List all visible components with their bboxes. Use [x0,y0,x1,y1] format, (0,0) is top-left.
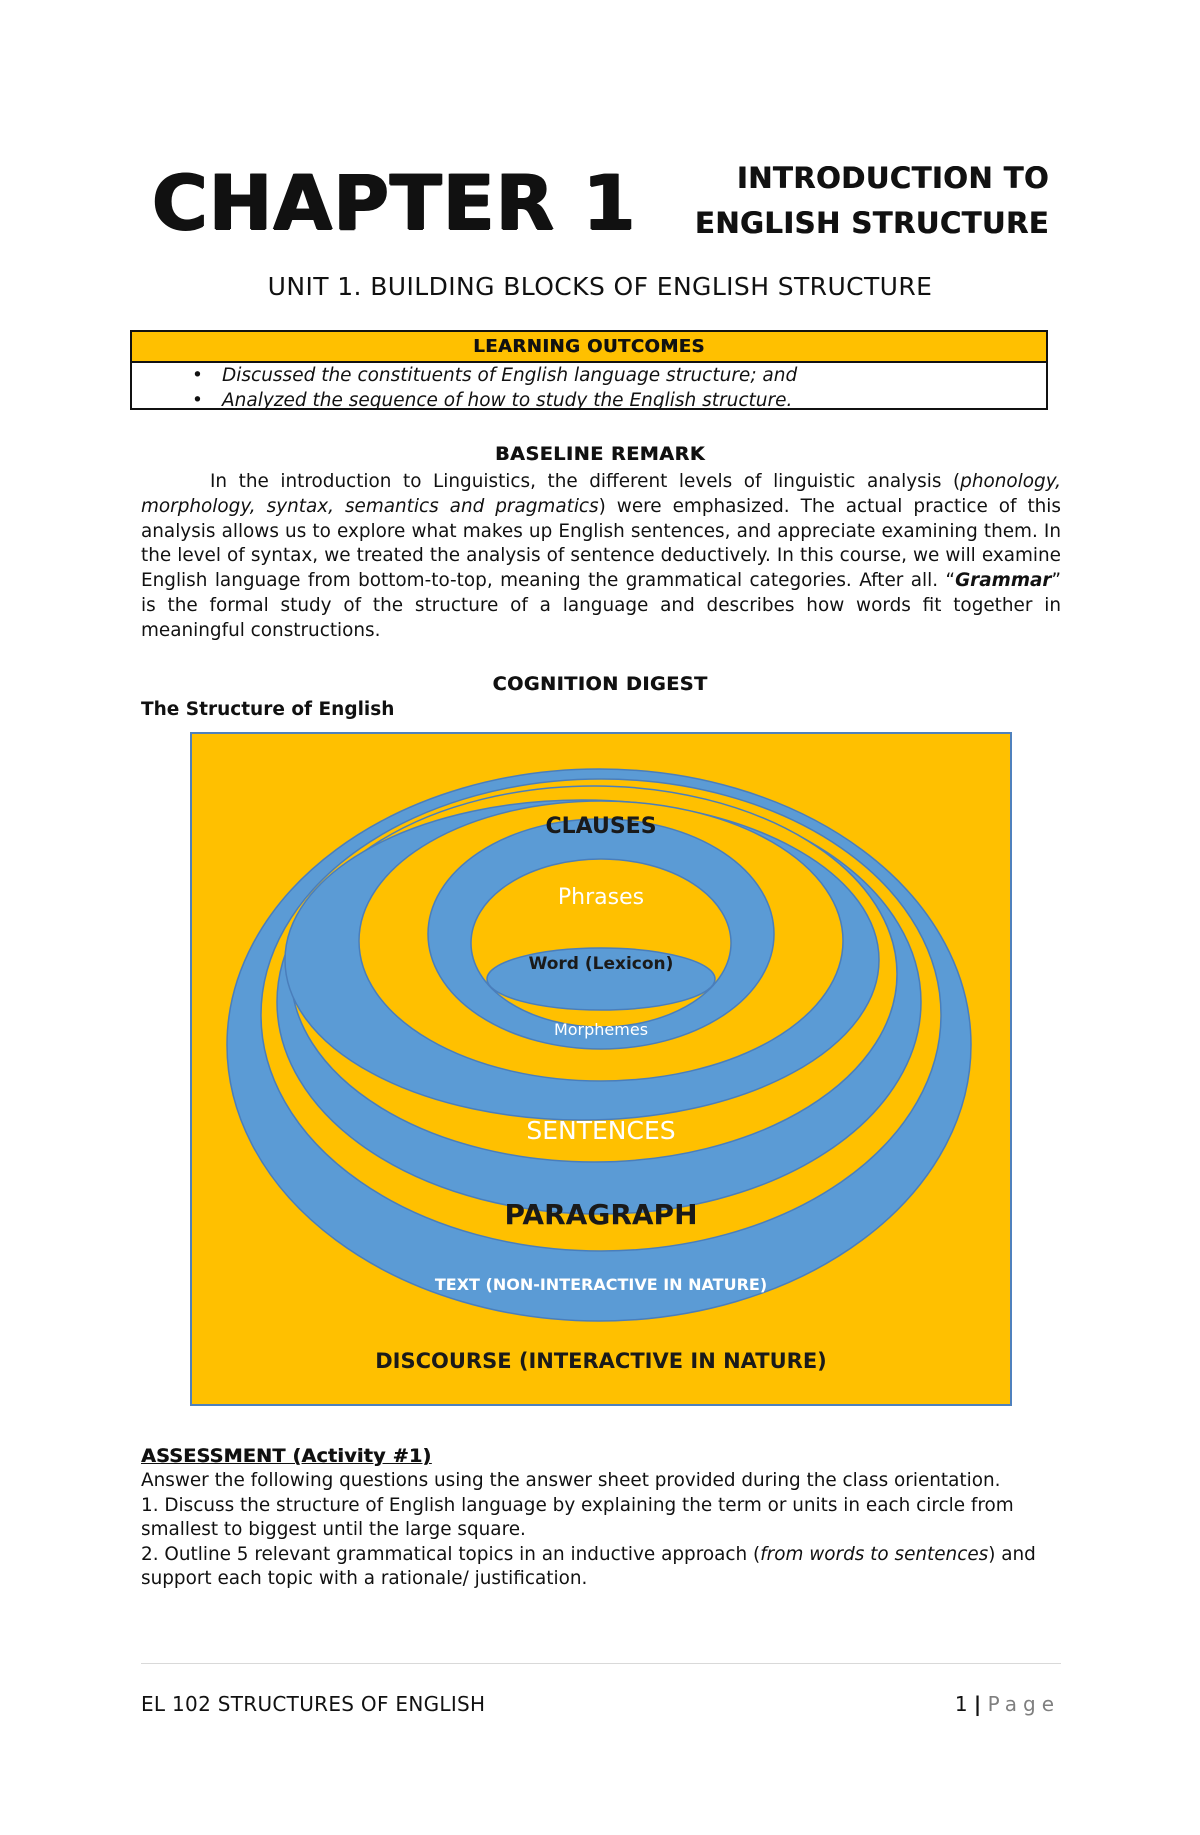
bullet-icon: • [192,365,203,386]
assessment-body [141,1469,1061,1592]
page-separator: | [973,1692,982,1716]
label-morphemes: Morphemes [553,1020,649,1039]
unit-title: UNIT 1. BUILDING BLOCKS OF ENGLISH STRUCTURE [267,272,933,301]
cognition-digest-title: COGNITION DIGEST [492,673,708,695]
learning-outcome-text: Analyzed the sequence of how to study the English structure. [222,390,793,411]
chapter-subtitle-line2: ENGLISH STRUCTURE [694,206,1049,240]
label-clauses: CLAUSES [545,814,657,839]
chapter-subtitle-line1: INTRODUCTION TO [736,161,1049,195]
learning-outcome-text: Discussed the constituents of English language structure; and [222,365,798,386]
footer-course-title: EL 102 STRUCTURES OF ENGLISH [141,1692,486,1716]
page-word: Page [987,1692,1060,1716]
assessment-question-1-line-1: 1. Discuss the structure of English language by explaining the term or units in each circle from [141,1494,1014,1516]
learning-outcomes-title: LEARNING OUTCOMES [132,332,1046,363]
label-text: TEXT (NON-INTERACTIVE IN NATURE) [434,1275,768,1294]
baseline-text-grammar: Grammar [955,570,1052,592]
baseline-text-1: In the introduction to Linguistics, the different levels of linguistic analysis ( [210,471,961,492]
assessment-intro: Answer the following questions using the answer sheet provided during the class orientation. [141,1470,1001,1491]
baseline-text-italic: phonology, morphology, syntax, semantics and pragmatics [141,471,1061,517]
learning-outcome-item [132,363,1046,388]
baseline-remark-title: BASELINE REMARK [494,443,706,465]
footer-divider [141,1663,1061,1664]
structure-of-english-label: The Structure of English [141,699,395,720]
q2-text-a: 2. Outline 5 relevant grammatical topics in an inductive approach ( [141,1543,761,1565]
bullet-icon: • [192,390,203,411]
label-discourse: DISCOURSE (INTERACTIVE IN NATURE) [375,1349,827,1373]
chapter-title: CHAPTER 1 [152,158,637,247]
assessment-question-1-line-2: smallest to biggest until the large square. [141,1519,526,1541]
q2-text-italic: from words to sentences [760,1543,989,1565]
baseline-text-2: ) were emphasized. The actual practice of this analysis allows us to explore what makes up English sentences, and appreciate examining them. In the level of syntax, we treated the analysis of sentence deductively. In this course, we will examine English language from bottom-to-top, meaning the grammatical categories. After all. “ [141,495,1062,592]
page-number: 1 [954,1692,968,1716]
label-sentences: SENTENCES [526,1116,676,1145]
chapter-subtitle [695,156,1049,246]
q2-text-b: ) and [988,1543,1036,1565]
assessment-question-2-line-2: support each topic with a rationale/ justification. [141,1568,588,1590]
label-word-lexicon: Word (Lexicon) [528,954,674,974]
baseline-text-3: ” is the formal study of the structure of a language and describes how words fit together in meaningful constructions. [141,570,1061,641]
label-paragraph: PARAGRAPH [504,1198,698,1231]
assessment-question-2-line-1 [141,1543,1061,1568]
footer-page-indicator [955,1692,1060,1716]
structure-diagram [190,732,1012,1406]
learning-outcome-item [132,388,1046,413]
assessment-title: ASSESSMENT (Activity #1) [141,1445,432,1467]
label-phrases: Phrases [557,885,645,910]
learning-outcomes-table [130,330,1048,410]
baseline-remark-paragraph [141,470,1061,644]
